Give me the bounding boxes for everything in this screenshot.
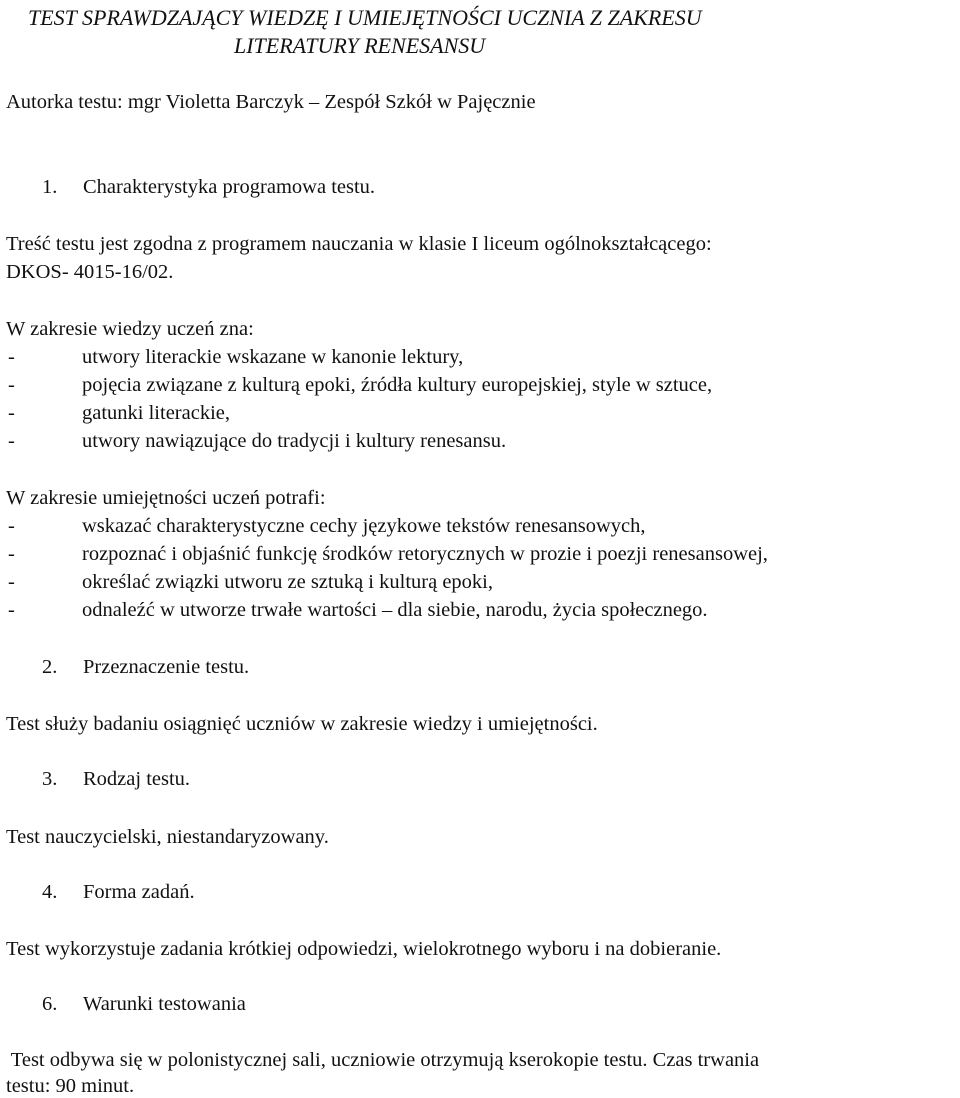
skills-intro: W zakresie umiejętności uczeń potrafi: [6,487,326,509]
list-dash: - [8,430,15,452]
section-2-text: Test służy badaniu osiągnięć uczniów w zakresie wiedzy i umiejętności. [6,713,598,735]
list-dash: - [8,543,15,565]
list-item-text: odnaleźć w utworze trwałe wartości – dla siebie, narodu, życia społecznego. [82,599,708,621]
section-title: Przeznaczenie testu. [83,656,250,678]
list-item-text: wskazać charakterystyczne cechy językowe tekstów renesansowych, [82,515,646,537]
section-4-heading [6,880,195,904]
list-item-text: określać związki utworu ze sztuką i kulturą epoki, [82,571,493,593]
section-1-text-line-1: Treść testu jest zgodna z programem nauczania w klasie I liceum ogólnokształcącego: [6,233,712,255]
section-6-text-line-2: testu: 90 minut. [6,1075,135,1097]
section-title: Charakterystyka programowa testu. [83,176,376,198]
section-number: 6. [42,993,58,1015]
list-item [6,429,506,453]
document-title-line-1: TEST SPRAWDZAJĄCY WIEDZĘ I UMIEJĘTNOŚCI UCZNIA Z ZAKRESU [28,5,702,30]
section-number: 3. [42,768,58,790]
section-3-text: Test nauczycielski, niestandaryzowany. [6,826,329,848]
list-item-text: utwory literackie wskazane w kanonie lektury, [82,346,464,368]
section-2-heading [6,655,249,679]
author-line: Autorka testu: mgr Violetta Barczyk – Zespół Szkół w Pajęcznie [6,91,536,113]
list-item [6,345,463,369]
list-dash: - [8,374,15,396]
section-3-heading [6,767,190,791]
section-1-heading [6,175,375,199]
section-title: Warunki testowania [83,993,246,1015]
knowledge-intro: W zakresie wiedzy uczeń zna: [6,318,254,340]
section-1-text-line-2: DKOS- 4015-16/02. [6,261,174,283]
list-item-text: rozpoznać i objaśnić funkcję środków retorycznych w prozie i poezji renesansowej, [82,543,768,565]
document-title-line-2: LITERATURY RENESANSU [234,33,486,58]
list-item [6,570,493,594]
list-item [6,598,708,622]
list-item-text: pojęcia związane z kulturą epoki, źródła kultury europejskiej, style w sztuce, [82,374,713,396]
list-item [6,373,712,397]
list-dash: - [8,571,15,593]
section-number: 2. [42,656,58,678]
list-item-text: utwory nawiązujące do tradycji i kultury renesansu. [82,430,507,452]
list-item [6,542,768,566]
section-6-text-line-1: Test odbywa się w polonistycznej sali, uczniowie otrzymują kserokopie testu. Czas trwania [6,1049,760,1071]
list-dash: - [8,515,15,537]
list-item [6,401,230,425]
section-title: Forma zadań. [83,881,195,903]
section-number: 4. [42,881,58,903]
section-4-text: Test wykorzystuje zadania krótkiej odpowiedzi, wielokrotnego wyboru i na dobieranie. [6,938,722,960]
list-item-text: gatunki literackie, [82,402,230,424]
list-dash: - [8,402,15,424]
section-6-heading [6,992,246,1016]
list-dash: - [8,346,15,368]
list-dash: - [8,599,15,621]
section-number: 1. [42,176,58,198]
section-title: Rodzaj testu. [83,768,191,790]
list-item [6,514,646,538]
